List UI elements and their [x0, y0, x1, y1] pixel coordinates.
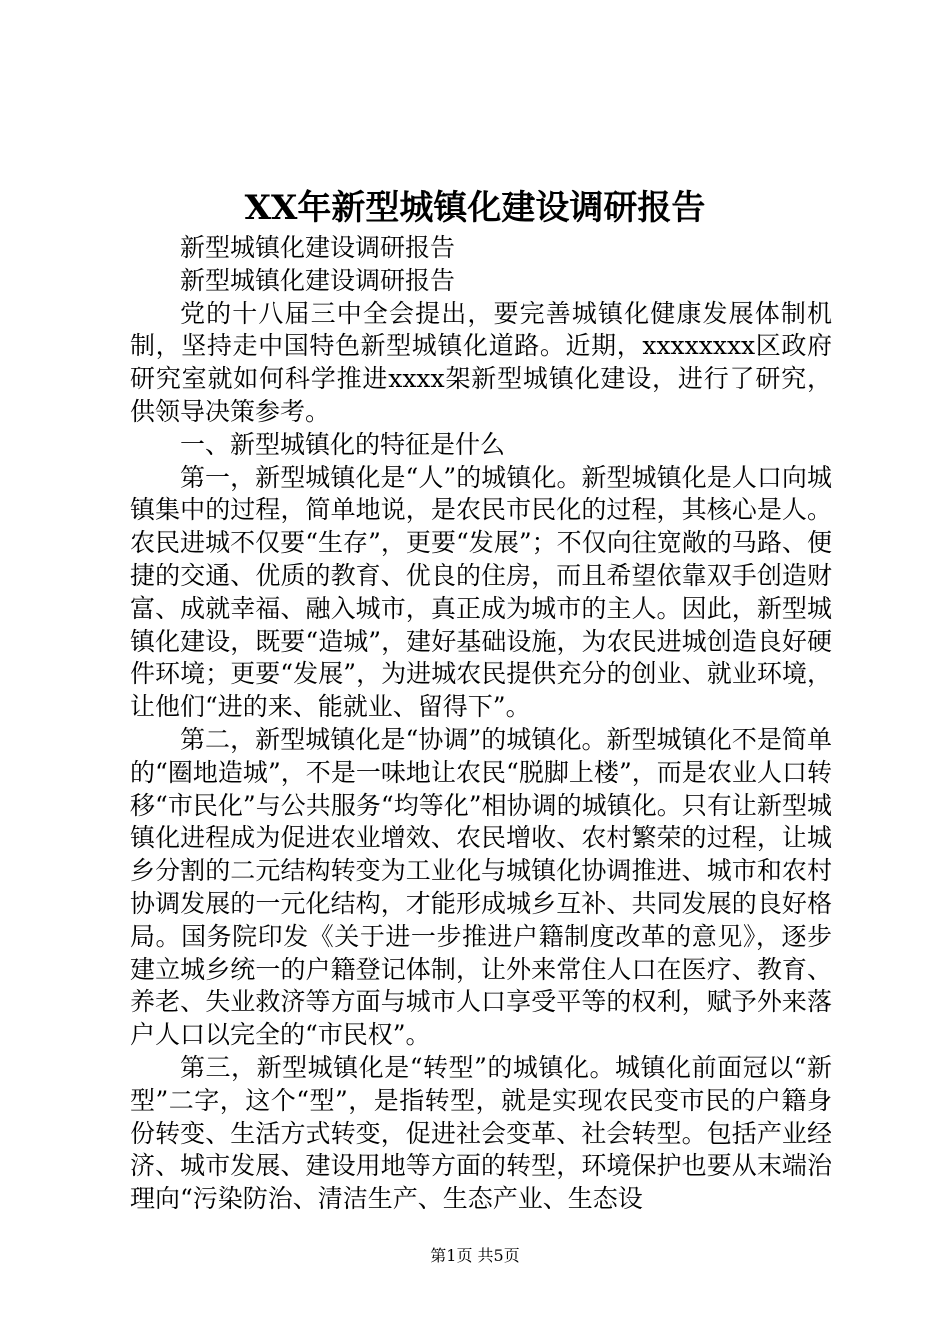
paragraph-intro: 党的十八届三中全会提出，要完善城镇化健康发展体制机制，坚持走中国特色新型城镇化道路。近期，xxxxxxxx区政府研究室就如何科学推进xxxx架新型城镇化建设，进行了研究，供领导决策参考。 [130, 298, 832, 426]
page-footer: 第1页 共5页 [430, 1246, 520, 1265]
paragraph-subtitle-1: 新型城镇化建设调研报告 [180, 233, 456, 262]
document-title: XX年新型城镇化建设调研报告 [244, 188, 706, 228]
document-body [130, 232, 832, 1216]
section-heading-1: 一、新型城镇化的特征是什么 [180, 429, 506, 459]
paragraph-first-feature: 第一，新型城镇化是“人”的城镇化。新型城镇化是人口向城镇集中的过程，简单地说，是农民市民化的过程，其核心是人。农民进城不仅要“生存”，更要“发展”；不仅向往宽敞的马路、便捷的交通、优质的教育、优良的住房，而且希望依靠双手创造财富、成就幸福、融入城市，真正成为城市的主人。因此，新型城镇化建设，既要“造城”，建好基础设施，为农民进城创造良好硬件环境；更要“发展”，为进城农民提供充分的创业、就业环境，让他们“进的来、能就业、留得下”。 [130, 462, 832, 722]
paragraph-subtitle-2: 新型城镇化建设调研报告 [180, 265, 456, 295]
paragraph-second-feature: 第二，新型城镇化是“协调”的城镇化。新型城镇化不是简单的“圈地造城”，不是一味地让农民“脱脚上楼”，而是农业人口转移“市民化”与公共服务“均等化”相协调的城镇化。只有让新型城镇化进程成为促进农业增效、农民增收、农村繁荣的过程，让城乡分割的二元结构转变为工业化与城镇化协调推进、城市和农村协调发展的一元化结构，才能形成城乡互补、共同发展的良好格局。国务院印发《关于进一步推进户籍制度改革的意见》，逐步建立城乡统一的户籍登记体制，让外来常住人口在医疗、教育、养老、失业救济等方面与城市人口享受平等的权利，赋予外来落户人口以完全的“市民权”。 [130, 724, 832, 1050]
paragraph-third-feature: 第三，新型城镇化是“转型”的城镇化。城镇化前面冠以“新型”二字，这个“型”，是指转型，就是实现农民变市民的户籍身份转变、生活方式转变，促进社会变革、社会转型。包括产业经济、城市发展、建设用地等方面的转型，环境保护也要从末端治理向“污染防治、清洁生产、生态产业、生态设 [130, 1052, 832, 1214]
